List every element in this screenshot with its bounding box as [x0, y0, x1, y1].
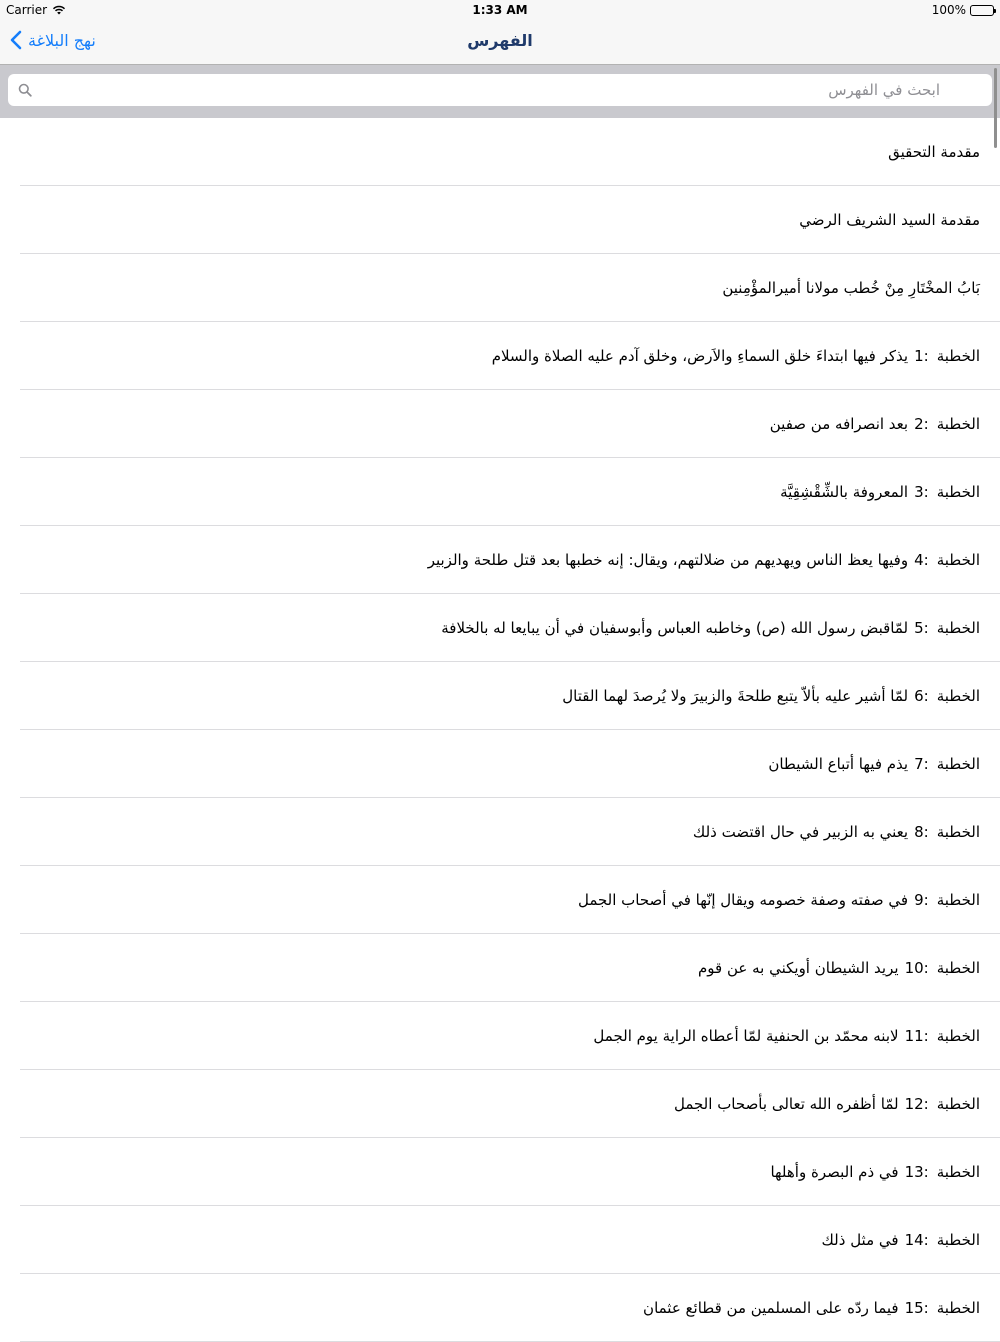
toc-row-prefix: الخطبة: [936, 823, 980, 841]
toc-row-title: في مثل ذلك: [821, 1231, 899, 1249]
toc-row[interactable]: [0, 594, 1000, 662]
toc-row-number: 14:: [904, 1231, 929, 1249]
toc-row-number: 10:: [904, 959, 929, 977]
toc-row-prefix: الخطبة: [936, 1095, 980, 1113]
toc-row[interactable]: [0, 1274, 1000, 1342]
toc-row-prefix: الخطبة: [936, 755, 980, 773]
toc-row-title: لمّا أشير عليه بألاّ يتبع طلحةَ والزبيرَ ولا يُرصدَ لهما القتال: [562, 687, 909, 705]
toc-row-number: 13:: [904, 1163, 929, 1181]
back-label: نهج البلاغة: [28, 30, 96, 50]
toc-row-prefix: الخطبة: [936, 1231, 980, 1249]
toc-row-title: مقدمة التحقيق: [888, 143, 980, 161]
toc-row[interactable]: [0, 1138, 1000, 1206]
toc-row-title: فيما ردّه على المسلمين من قطائع عثمان: [643, 1299, 899, 1317]
toc-row-title: في ذم البصرة وأهلها: [770, 1163, 899, 1181]
toc-row-title: بعد انصرافه من صفين: [769, 415, 909, 433]
toc-row-title: لابنه محمّد بن الحنفية لمّا أعطاه الراية يوم الجمل: [593, 1027, 899, 1045]
search-field[interactable]: [8, 74, 992, 106]
toc-row-prefix: الخطبة: [936, 619, 980, 637]
toc-row-content: [593, 1002, 980, 1070]
toc-row-prefix: الخطبة: [936, 415, 980, 433]
toc-row-prefix: الخطبة: [936, 483, 980, 501]
toc-row[interactable]: [0, 798, 1000, 866]
status-right: [932, 3, 994, 17]
toc-row-content: [441, 594, 980, 662]
toc-row-title: في صفته وصفة خصومه ويقال إنّها في أصحاب الجمل: [577, 891, 909, 909]
toc-row-title: لمّاقبض رسول الله (ص) وخاطبه العباس وأبوسفيان في أن يبايعا له بالخلافة: [441, 619, 909, 637]
toc-row-title: يريد الشيطان أويكني به عن قوم: [697, 959, 899, 977]
toc-row-prefix: الخطبة: [936, 551, 980, 569]
toc-row[interactable]: [0, 186, 1000, 254]
toc-row-content: [888, 118, 980, 186]
toc-row-number: 15:: [904, 1299, 929, 1317]
toc-row-content: [578, 866, 980, 934]
toc-row-title: يعني به الزبير في حال اقتضت ذلك: [692, 823, 909, 841]
toc-row-prefix: الخطبة: [936, 959, 980, 977]
toc-row-number: 7:: [914, 755, 929, 773]
toc-row-number: 4:: [914, 551, 929, 569]
toc-row-content: [722, 254, 980, 322]
toc-row-number: 12:: [904, 1095, 929, 1113]
toc-row-prefix: الخطبة: [936, 1163, 980, 1181]
toc-row-prefix: الخطبة: [936, 1027, 980, 1045]
search-icon: [18, 83, 32, 97]
toc-row-content: [770, 1138, 980, 1206]
toc-row-title: بَابُ المخْتَارِ مِنْ خُطب مولانا أميرالمؤْمِنين: [722, 279, 980, 297]
toc-row[interactable]: [0, 662, 1000, 730]
toc-row-content: [822, 1206, 980, 1274]
toc-row[interactable]: [0, 934, 1000, 1002]
toc-row[interactable]: [0, 1070, 1000, 1138]
toc-row[interactable]: [0, 1206, 1000, 1274]
toc-row-content: [768, 730, 980, 798]
toc-list: [0, 118, 1000, 1342]
carrier-label: Carrier: [6, 3, 48, 17]
toc-row[interactable]: [0, 390, 1000, 458]
status-time: 1:33 AM: [472, 3, 528, 17]
toc-row-content: [643, 1274, 980, 1342]
toc-row-number: 3:: [914, 483, 929, 501]
toc-row-content: [674, 1070, 980, 1138]
toc-row-content: [799, 186, 980, 254]
battery-icon: [970, 5, 994, 16]
toc-row[interactable]: [0, 1002, 1000, 1070]
toc-row-content: [780, 458, 980, 526]
toc-row[interactable]: [0, 254, 1000, 322]
toc-row-title: يذم فيها أتباع الشيطان: [768, 755, 909, 773]
toc-row-content: [428, 526, 980, 594]
toc-row-content: [770, 390, 980, 458]
navigation-bar: [0, 20, 1000, 64]
toc-row-number: 9:: [914, 891, 929, 909]
search-bar: [0, 64, 1000, 118]
toc-row-content: [698, 934, 980, 1002]
search-input[interactable]: [38, 80, 942, 100]
page-title: الفهرس: [467, 31, 533, 50]
toc-row-title: يذكر فيها ابتداءَ خلق السماءِ والاَرض، وخلق آدم عليه الصلاة والسلام: [491, 347, 909, 365]
toc-row-number: 5:: [914, 619, 929, 637]
toc-row-prefix: الخطبة: [936, 891, 980, 909]
toc-row[interactable]: [0, 458, 1000, 526]
toc-row-prefix: الخطبة: [936, 347, 980, 365]
toc-row-number: 2:: [914, 415, 929, 433]
toc-row[interactable]: [0, 526, 1000, 594]
toc-row-content: [492, 322, 980, 390]
toc-row-title: وفيها يعظ الناس ويهديهم من ضلالتهم، ويقال: إنه خطبها بعد قتل طلحة والزبير: [427, 551, 909, 569]
toc-row[interactable]: [0, 866, 1000, 934]
toc-row-title: المعروفة بالشِّقْشِقِيَّة: [780, 483, 909, 501]
toc-row-content: [693, 798, 980, 866]
battery-percent: 100%: [931, 3, 966, 17]
toc-row[interactable]: [0, 118, 1000, 186]
toc-row-content: [562, 662, 980, 730]
status-bar: [0, 0, 1000, 20]
toc-row-prefix: الخطبة: [936, 1299, 980, 1317]
toc-row-number: 8:: [914, 823, 929, 841]
toc-row-title: مقدمة السيد الشريف الرضي: [799, 211, 980, 229]
toc-row-title: لمّا أظفره الله تعالى بأصحاب الجمل: [673, 1095, 899, 1113]
toc-row-number: 1:: [914, 347, 929, 365]
toc-row-prefix: الخطبة: [936, 687, 980, 705]
toc-row-number: 11:: [904, 1027, 929, 1045]
toc-row[interactable]: [0, 730, 1000, 798]
toc-row[interactable]: [0, 322, 1000, 390]
toc-row-number: 6:: [914, 687, 929, 705]
